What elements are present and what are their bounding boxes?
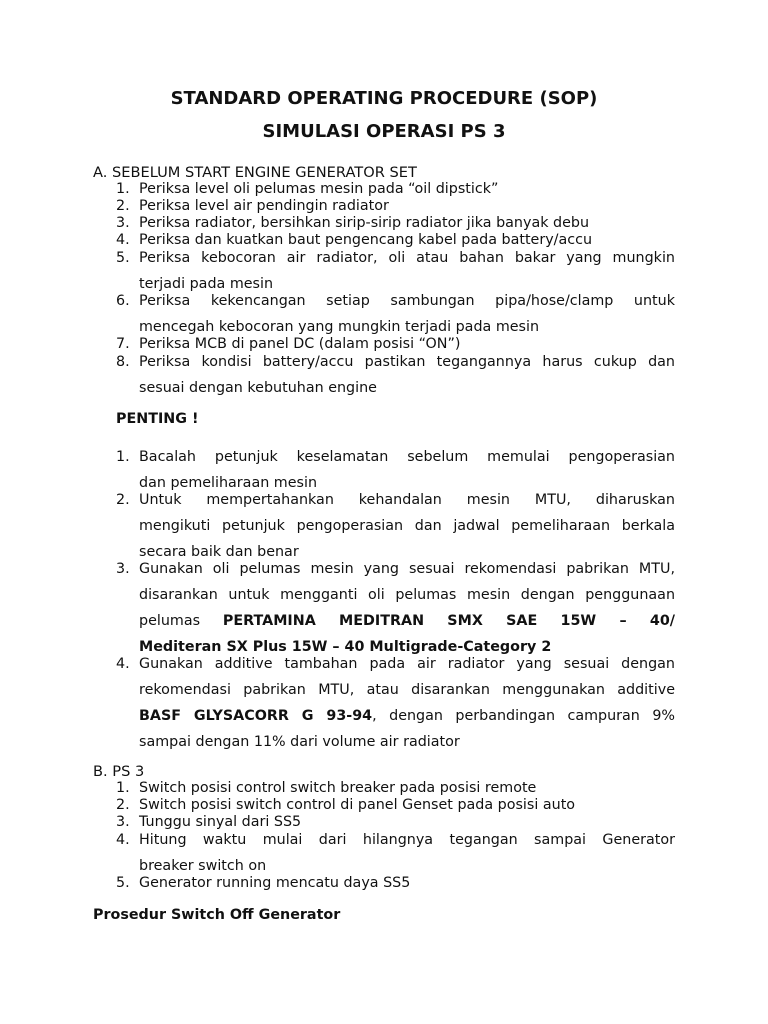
list-item	[116, 780, 675, 797]
list-text: dan pemeliharaan mesin	[139, 475, 318, 491]
list-number: 4.	[116, 232, 130, 248]
list-number: 5.	[116, 875, 130, 891]
list-text: Tunggu sinyal dari SS5	[139, 814, 302, 830]
list-number: 2.	[116, 797, 130, 813]
list-item	[116, 181, 675, 198]
list-number: 3.	[116, 814, 130, 830]
prosedur-heading: Prosedur Switch Off Generator	[93, 907, 341, 923]
list-item	[116, 556, 675, 660]
list-number: 3.	[116, 561, 130, 577]
list-text: sampai dengan 11% dari volume air radiator	[139, 734, 460, 750]
list-item	[116, 288, 675, 340]
list-text: terjadi pada mesin	[139, 276, 274, 292]
list-number: 1.	[116, 780, 130, 796]
document-title: STANDARD OPERATING PROCEDURE (SOP)	[170, 88, 598, 109]
penting-list	[116, 444, 675, 755]
list-item	[116, 827, 675, 879]
list-item	[116, 215, 675, 232]
section-a-heading: A. SEBELUM START ENGINE GENERATOR SET	[93, 164, 417, 181]
list-text: Periksa kebocoran air radiator, oli atau bahan bakar yang mungkin	[139, 250, 675, 266]
list-number: 4.	[116, 832, 130, 848]
list-text: Untuk mempertahankan kehandalan mesin MTU, diharuskan	[139, 492, 675, 508]
list-number: 2.	[116, 198, 130, 214]
list-number: 1.	[116, 181, 130, 197]
list-item	[116, 487, 675, 565]
list-item	[116, 797, 675, 814]
list-text: Periksa dan kuatkan baut pengencang kabel pada battery/accu	[139, 232, 593, 248]
list-text: Periksa level oli pelumas mesin pada “oil dipstick”	[139, 181, 499, 197]
list-text: Periksa radiator, bersihkan sirip-sirip radiator jika banyak debu	[139, 215, 590, 231]
list-text: Bacalah petunjuk keselamatan sebelum memulai pengoperasian	[139, 449, 675, 465]
list-text: rekomendasi pabrikan MTU, atau disarankan menggunakan additive	[139, 682, 675, 698]
document-subtitle: SIMULASI OPERASI PS 3	[262, 121, 506, 142]
list-text: mengikuti petunjuk pengoperasian dan jadwal pemeliharaan berkala	[139, 518, 675, 534]
list-number: 5.	[116, 250, 130, 266]
list-item	[116, 349, 675, 401]
list-text: Periksa kondisi battery/accu pastikan tegangannya harus cukup dan	[139, 354, 675, 370]
list-item	[116, 198, 675, 215]
list-text	[139, 703, 675, 729]
list-number: 7.	[116, 336, 130, 352]
list-number: 1.	[116, 449, 130, 465]
lubricant-name: Mediteran SX Plus 15W – 40 Multigrade-Category 2	[139, 639, 552, 655]
list-text-prefix: pelumas	[139, 613, 201, 629]
list-item	[116, 651, 675, 755]
section-b-heading: B. PS 3	[93, 763, 145, 780]
section-a-list	[116, 181, 675, 401]
list-number: 4.	[116, 656, 130, 672]
additive-name: BASF GLYSACORR G 93-94	[139, 708, 373, 724]
list-text: Switch posisi switch control di panel Genset pada posisi auto	[139, 797, 576, 813]
list-number: 6.	[116, 293, 130, 309]
lubricant-name: PERTAMINA MEDITRAN SMX SAE 15W – 40/	[222, 613, 675, 629]
list-text	[139, 608, 675, 634]
list-text: mencegah kebocoran yang mungkin terjadi pada mesin	[139, 319, 540, 335]
list-text: Hitung waktu mulai dari hilangnya tegangan sampai Generator	[139, 832, 675, 848]
list-number: 8.	[116, 354, 130, 370]
list-text: Periksa MCB di panel DC (dalam posisi “ON”)	[139, 336, 461, 352]
list-text: Generator running mencatu daya SS5	[139, 875, 411, 891]
list-text: breaker switch on	[139, 858, 267, 874]
list-text: Periksa level air pendingin radiator	[139, 198, 389, 214]
list-text: Gunakan oli pelumas mesin yang sesuai rekomendasi pabrikan MTU,	[139, 561, 675, 577]
list-text-rest: , dengan perbandingan campuran 9%	[372, 708, 675, 724]
list-item	[116, 875, 675, 892]
list-text: sesuai dengan kebutuhan engine	[139, 380, 377, 396]
penting-heading: PENTING !	[116, 411, 199, 427]
list-number: 2.	[116, 492, 130, 508]
list-number: 3.	[116, 215, 130, 231]
list-text: secara baik dan benar	[139, 544, 299, 560]
list-text: Gunakan additive tambahan pada air radiator yang sesuai dengan	[139, 656, 675, 672]
list-text: Switch posisi control switch breaker pada posisi remote	[139, 780, 537, 796]
list-text: disarankan untuk mengganti oli pelumas mesin dengan penggunaan	[139, 587, 675, 603]
section-b-list	[116, 780, 675, 892]
list-text: Periksa kekencangan setiap sambungan pipa/hose/clamp untuk	[139, 293, 675, 309]
